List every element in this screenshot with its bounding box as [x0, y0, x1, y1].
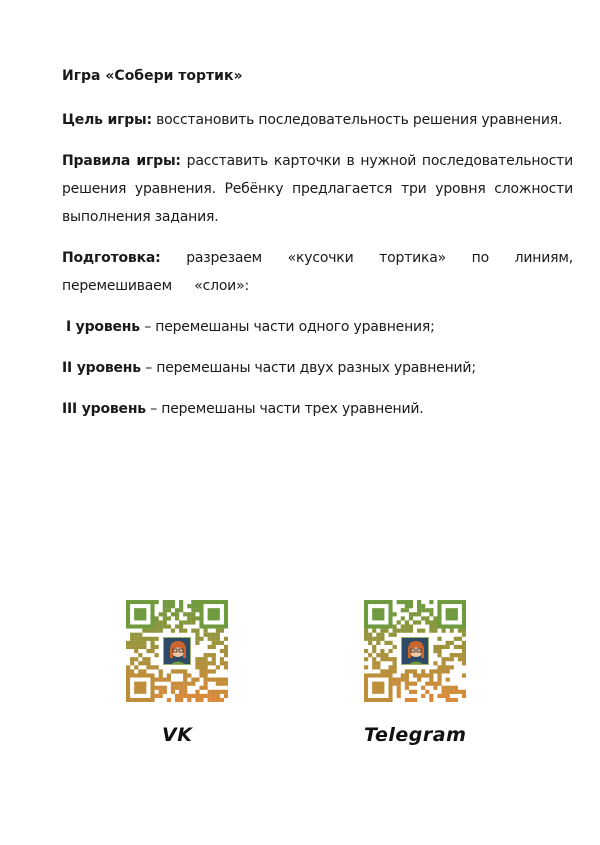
prep-paragraph [62, 244, 573, 300]
prep-label: Подготовка: [62, 250, 161, 266]
goal-text: восстановить последовательность решения уравнения. [151, 112, 563, 128]
qr-code-vk[interactable] [126, 600, 228, 702]
document-body [62, 68, 573, 436]
page-title: Игра «Собери тортик» [62, 68, 243, 84]
level-2 [62, 354, 573, 382]
level-3-label: III уровень [62, 401, 146, 417]
prep-text: разрезаем «кусочки тортика» по линиям, перемешиваем «слои»: [62, 250, 573, 294]
goal-paragraph [62, 106, 573, 134]
qr-telegram[interactable] [364, 600, 467, 746]
avatar-icon [163, 637, 191, 665]
level-2-text: – перемешаны части двух разных уравнений; [140, 360, 476, 376]
level-2-label: II уровень [62, 360, 141, 376]
rules-label: Правила игры: [62, 153, 181, 169]
level-1 [62, 313, 573, 341]
level-3 [62, 395, 573, 423]
goal-label: Цель игры: [62, 112, 152, 128]
qr-label-vk: VK [162, 724, 193, 746]
qr-label-telegram: Telegram [364, 724, 467, 746]
level-1-label: I уровень [66, 319, 140, 335]
qr-vk[interactable] [126, 600, 228, 746]
qr-code-telegram[interactable] [364, 600, 466, 702]
level-1-text: – перемешаны части одного уравнения; [139, 319, 435, 335]
rules-text: расставить карточки в нужной последовательности решения уравнения. Ребёнку предлагается три уровня сложности выполнения задания. [62, 153, 574, 225]
avatar-icon [401, 637, 429, 665]
rules-paragraph [62, 147, 573, 231]
level-3-text: – перемешаны части трех уравнений. [145, 401, 424, 417]
